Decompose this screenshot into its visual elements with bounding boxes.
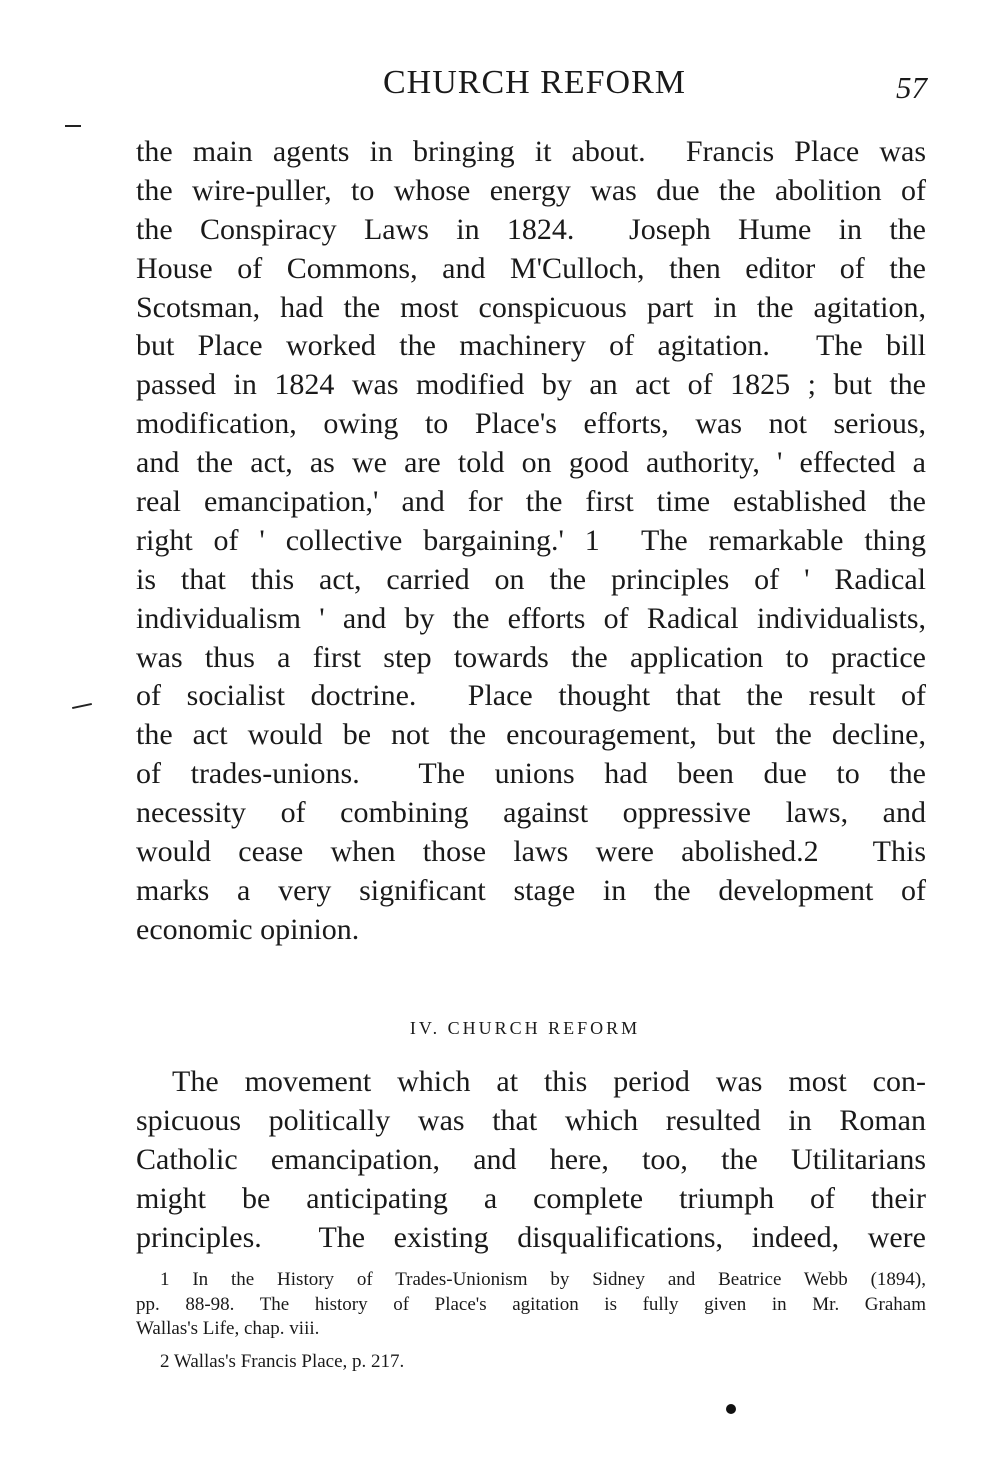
text-line: Scotsman, had the most conspicuous part in the agitation, — [136, 290, 926, 324]
text-line: and the act, as we are told on good authority, ' effected a — [136, 446, 926, 480]
text-line: The movement which at this period was most con- — [172, 1065, 926, 1098]
text-line: was thus a first step towards the application to practice — [136, 640, 926, 674]
main-paragraph — [136, 133, 926, 950]
footnote-line: 2 Wallas's Francis Place, p. 217. — [160, 1350, 405, 1372]
footnote-line: 1 In the History of Trades-Unionism by Sidney and Beatrice Webb (1894), — [160, 1269, 926, 1290]
running-title: CHURCH REFORM — [383, 64, 687, 101]
text-line: would cease when those laws were abolished.2 This — [136, 835, 926, 869]
text-line: House of Commons, and M'Culloch, then editor of the — [136, 251, 926, 285]
ink-dot — [726, 1404, 736, 1414]
running-header — [0, 64, 1000, 108]
text-line: individualism ' and by the efforts of Radical individualists, — [136, 601, 926, 635]
margin-mark — [72, 703, 92, 709]
text-line: marks a very significant stage in the development of — [136, 873, 926, 907]
text-line: real emancipation,' and for the first time established the — [136, 485, 926, 519]
text-line: economic opinion. — [136, 912, 360, 946]
text-line: passed in 1824 was modified by an act of 1825 ; but the — [136, 368, 926, 402]
text-line: is that this act, carried on the principles of ' Radical — [136, 562, 926, 596]
footnotes — [136, 1268, 926, 1374]
footnote-line: Wallas's Life, chap. viii. — [136, 1318, 320, 1339]
text-line: the act would be not the encouragement, but the decline, — [136, 718, 926, 752]
text-line: right of ' collective bargaining.' 1 The remarkable thing — [136, 523, 926, 557]
footnote-gap — [136, 1342, 926, 1350]
text-line: spicuous politically was that which resulted in Roman — [136, 1103, 926, 1137]
footnote-line: pp. 88-98. The history of Place's agitation is fully given in Mr. Graham — [136, 1293, 926, 1315]
text-line: Catholic emancipation, and here, too, the Utilitarians — [136, 1142, 926, 1176]
text-line: the Conspiracy Laws in 1824. Joseph Hume in the — [136, 212, 926, 246]
text-line: the wire-puller, to whose energy was due the abolition of — [136, 173, 926, 207]
text-line: necessity of combining against oppressive laws, and — [136, 796, 926, 830]
margin-mark — [65, 125, 81, 127]
section-heading: IV. CHURCH REFORM — [409, 1018, 641, 1038]
text-line: of socialist doctrine. Place thought that the result of — [136, 679, 926, 713]
text-line: but Place worked the machinery of agitation. The bill — [136, 329, 926, 363]
text-line: modification, owing to Place's efforts, was not serious, — [136, 407, 926, 441]
section-paragraph — [136, 1063, 926, 1257]
page-number: 57 — [896, 70, 927, 105]
text-line: might be anticipating a complete triumph of their — [136, 1181, 926, 1215]
text-line: the main agents in bringing it about. Francis Place was — [136, 135, 926, 168]
text-line: principles. The existing disqualifications, indeed, were — [136, 1220, 926, 1254]
text-line: of trades-unions. The unions had been due to the — [136, 757, 926, 791]
